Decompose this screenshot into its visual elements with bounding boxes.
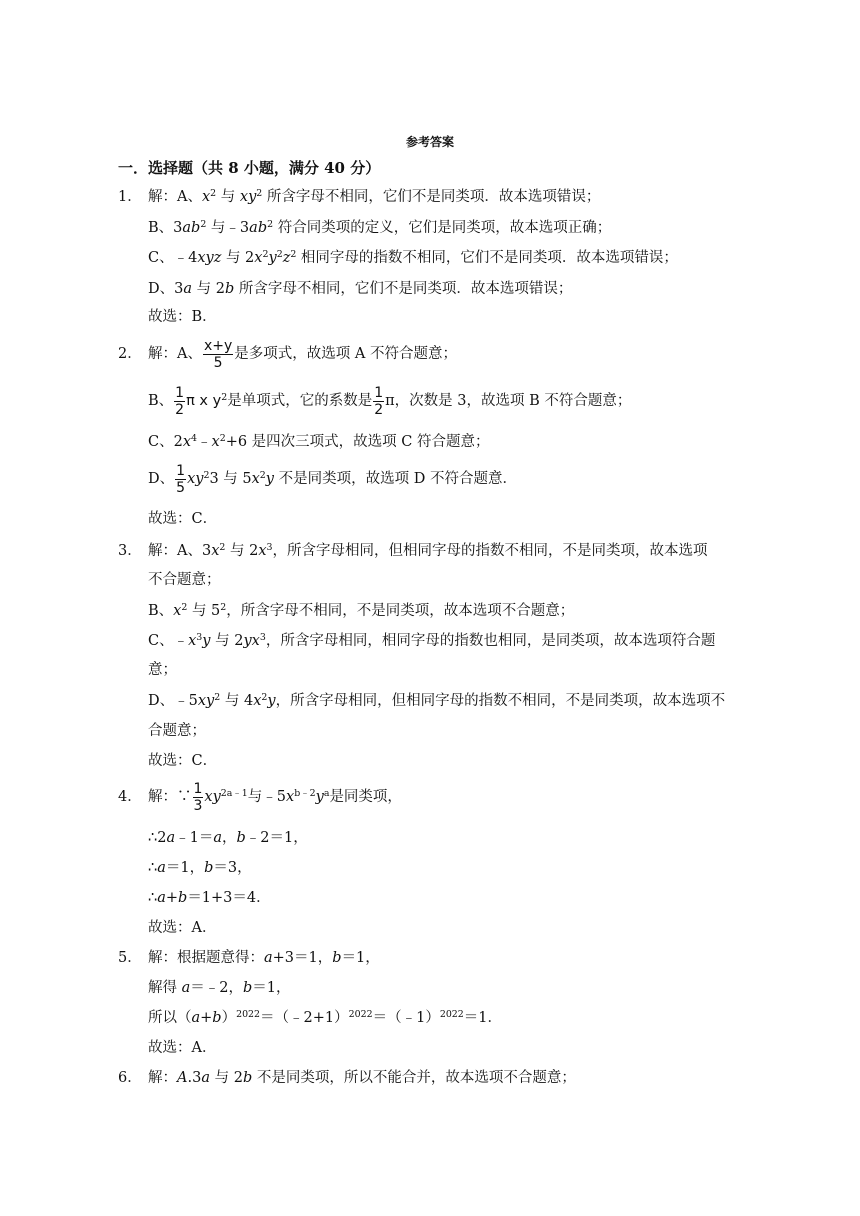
q3-option-a-cont: 不合题意； <box>148 572 221 588</box>
q4-line-1: 解：∵ $\frac{1}{3}$ $xy^{2a﹣1}$与$﹣5x^{b﹣2}y^a$是同类项， <box>148 780 402 814</box>
q2-option-b: B、 $\frac{1}{2}$ π x $y^2$是单项式，它的系数是 $\frac{1}{2}$ π，次数是 3，故选项 B 不符合题意； <box>148 384 632 418</box>
q4-line-2: ∴2a﹣1＝a，b﹣2＝1， <box>148 830 308 846</box>
question-4-number: 4． <box>118 789 142 805</box>
q2-option-c: C、$2x^4﹣x^2+6$ 是四次三项式，故选项 C 符合题意； <box>148 432 490 450</box>
section-heading: 一．选择题（共 8 小题，满分 40 分） <box>118 159 381 177</box>
q3-option-d: D、$﹣5xy^2$ 与 $4x^2y$，所含字母相同，但相同字母的指数不相同，不是同类项，故本选项不 <box>148 691 726 709</box>
q5-line-1: 解：根据题意得：a+3＝1，b＝1， <box>148 950 380 966</box>
q5-line-2: 解得 a＝﹣2，b＝1， <box>148 980 291 996</box>
fraction: $\frac{1}{2}$ <box>175 384 185 418</box>
q3-option-c: C、$﹣x^3y$ 与 $2yx^3$，所含字母相同，相同字母的指数也相同，是同类项，故本选项符合题 <box>148 631 716 649</box>
question-5-number: 5． <box>118 950 142 966</box>
q4-line-4: ∴a+b＝1+3＝4． <box>148 890 271 906</box>
q1-option-b: B、$3ab^2$ 与$﹣3ab^2$ 符合同类项的定义，它们是同类项，故本选项正确； <box>148 218 612 236</box>
q3-option-c-cont: 意； <box>148 662 177 678</box>
q5-line-3: 所以$(a+b)^{2022}=(﹣2+1)^{2022}=(﹣1)^{2022}=1$． <box>148 1008 503 1026</box>
fraction: $\frac{1}{5}$ <box>176 462 186 496</box>
fraction: $\frac{1}{3}$ <box>193 780 203 814</box>
q1-option-c: C、﹣4xyz 与 $2x^2y^2z^2$ 相同字母的指数不相同，它们不是同类项．故本选项错误； <box>148 248 678 266</box>
q2-option-a: 解：A、 $\frac{x+y}{5}$ 是多项式，故选项 A 不符合题意； <box>148 337 457 371</box>
q2-option-d: D、 $\frac{1}{5}$ $xy^23$ 与 $5x^2y$ 不是同类项，故选项 D 不符合题意． <box>148 462 517 496</box>
q1-answer: 故选：B． <box>148 309 217 325</box>
q3-option-a: 解：A、$3x^2$ 与 $2x^3$，所含字母相同，但相同字母的指数不相同，不是同类项，故本选项 <box>148 541 708 559</box>
fraction: $\frac{x+y}{5}$ <box>203 337 233 371</box>
q2-answer: 故选：C． <box>148 511 218 527</box>
q6-line-1: 解：A.3a 与 2b 不是同类项，所以不能合并，故本选项不合题意； <box>148 1070 576 1086</box>
q3-option-b: B、$x^2$ 与 $5^2$，所含字母不相同，不是同类项，故本选项不合题意； <box>148 601 575 619</box>
page-title: 参考答案 <box>405 135 454 149</box>
fraction: $\frac{1}{2}$ <box>374 384 384 418</box>
q4-line-3: ∴a＝1，b＝3， <box>148 860 252 876</box>
question-3-number: 3． <box>118 543 142 559</box>
q3-option-d-cont: 合题意； <box>148 723 206 739</box>
q5-answer: 故选：A． <box>148 1040 217 1056</box>
q1-option-a: 解：A、$x^2$ 与 $xy^2$ 所含字母不相同，它们不是同类项．故本选项错误； <box>148 187 601 205</box>
question-2-number: 2． <box>118 346 142 362</box>
q4-answer: 故选：A． <box>148 920 217 936</box>
q3-answer: 故选：C． <box>148 753 218 769</box>
question-6-number: 6． <box>118 1070 142 1086</box>
question-1-number: 1． <box>118 189 142 205</box>
q1-option-d: D、3a 与 2b 所含字母不相同，它们不是同类项．故本选项错误； <box>148 281 573 297</box>
